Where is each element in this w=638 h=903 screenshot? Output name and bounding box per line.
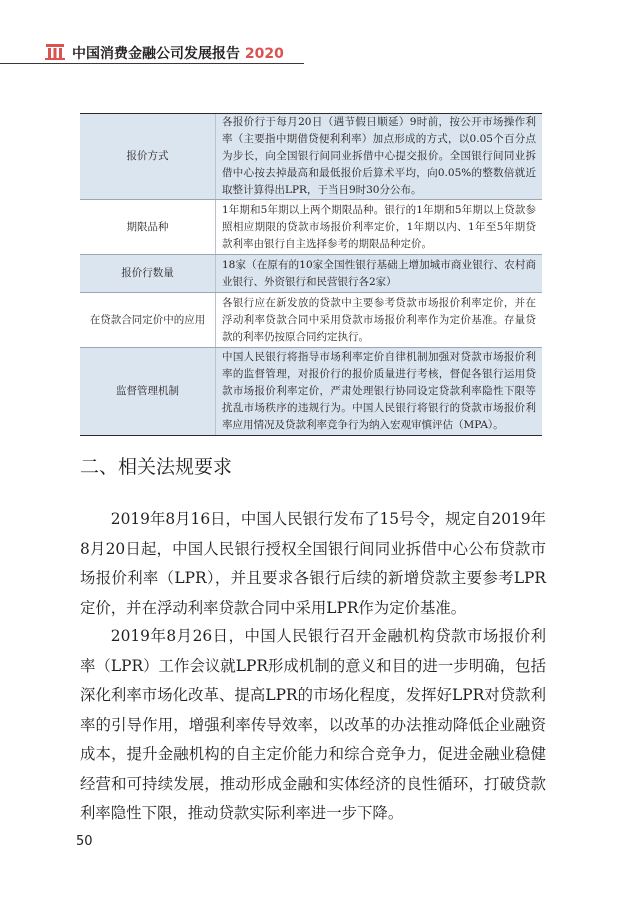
body-paragraph: 2019年8月16日，中国人民银行发布了15号令，规定自2019年8月20日起，中国人民银行授权全国银行间同业拆借中心公布贷款市场报价利率（LPR），并且要求各银行后续的新增贷款主要参考LPR定价，并在浮动利率贷款合同中采用LPR作为定价基准。	[80, 510, 546, 617]
table-row	[80, 255, 542, 293]
row-label: 报价行数量	[80, 255, 216, 293]
body-paragraph: 2019年8月26日，中国人民银行召开金融机构贷款市场报价利率（LPR）工作会议就LPR形成机制的意义和目的进一步明确，包括深化利率市场化改革、提高LPR的市场化程度，发挥好LPR对贷款利率的引导作用，增强利率传导效率，以改革的办法推动降低企业融资成本，提升金融机构的自主定价能力和综合竞争力，促进金融业稳健经营和可持续发展，推动形成金融和实体经济的良性循环，打破贷款利率隐性下限，推动贷款实际利率进一步下降。	[80, 627, 546, 822]
report-title-text: 中国消费金融公司发展报告	[72, 46, 240, 62]
row-content: 1年期和5年期以上两个期限品种。银行的1年期和5年期以上贷款参照相应期限的贷款市场报价利率定价，1年期以内、1年至5年期贷款利率由银行自主选择参考的期限品种定价。	[216, 200, 543, 255]
page-number: 50	[76, 834, 93, 849]
row-content: 18家（在原有的10家全国性银行基础上增加城市商业银行、农村商业银行、外资银行和民营银行各2家）	[216, 255, 543, 293]
row-content: 各银行应在新发放的贷款中主要参考贷款市场报价利率定价，并在浮动利率贷款合同中采用贷款市场报价利率作为定价基准。存量贷款的利率仍按原合同约定执行。	[216, 293, 543, 348]
report-year: 2020	[244, 46, 284, 62]
report-logo-icon	[44, 43, 66, 61]
row-label: 监督管理机制	[80, 348, 216, 436]
lpr-mechanism-table	[80, 113, 542, 436]
header-divider	[0, 63, 304, 64]
section-heading: 二、相关法规要求	[80, 456, 233, 478]
row-content: 中国人民银行将指导市场利率定价自律机制加强对贷款市场报价利率的监督管理，对报价行的报价质量进行考核，督促各银行运用贷款市场报价利率定价，严肃处理银行协同设定贷款利率隐性下限等扰乱市场秩序的违规行为。中国人民银行将银行的贷款市场报价利率应用情况及贷款利率竞争行为纳入宏观审慎评估（MPA）。	[216, 348, 543, 436]
table-row	[80, 114, 542, 200]
table-row	[80, 348, 542, 436]
row-label: 报价方式	[80, 114, 216, 200]
row-label: 期限品种	[80, 200, 216, 255]
table-row	[80, 293, 542, 348]
running-header	[44, 40, 304, 64]
table-row	[80, 200, 542, 255]
row-label: 在贷款合同定价中的应用	[80, 293, 216, 348]
row-content: 各报价行于每月20日（遇节假日顺延）9时前，按公开市场操作利率（主要指中期借贷便利利率）加点形成的方式，以0.05个百分点为步长，向全国银行间同业拆借中心提交报价。全国银行间同业拆借中心按去掉最高和最低报价后算术平均，向0.05%的整数倍就近取整计算得出LPR，于当日9时30分公布。	[216, 114, 543, 200]
report-title	[72, 43, 284, 63]
